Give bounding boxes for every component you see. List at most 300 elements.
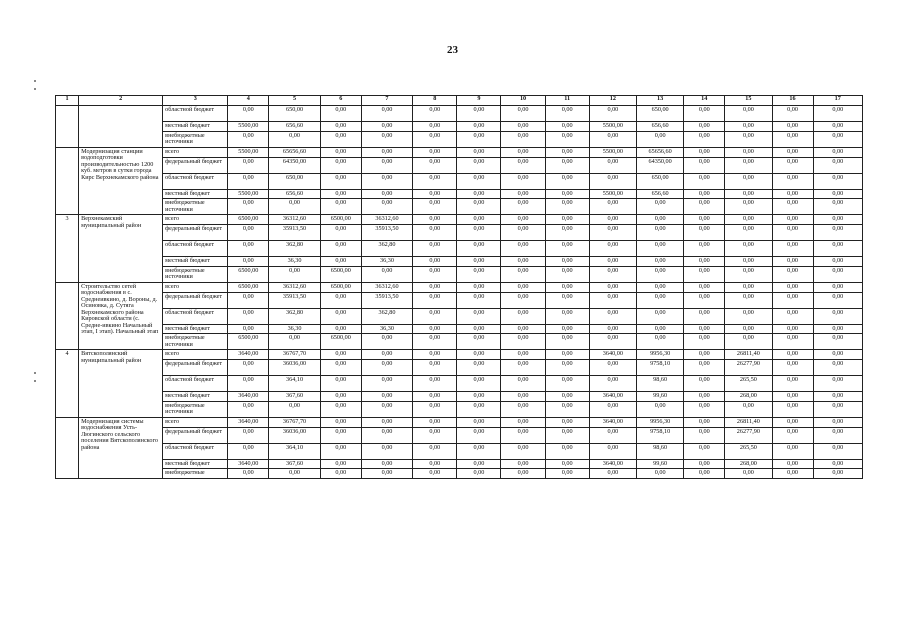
funding-source: местный бюджет	[163, 257, 228, 267]
value-cell: 0,00	[501, 189, 545, 199]
funding-source: областной бюджет	[163, 376, 228, 392]
value-cell: 0,00	[545, 266, 589, 282]
funding-source: федеральный бюджет	[163, 292, 228, 308]
header-cell: 13	[637, 96, 684, 106]
value-cell: 0,00	[228, 376, 269, 392]
value-cell: 36767,70	[269, 417, 320, 427]
value-cell: 0,00	[457, 157, 501, 173]
value-cell: 0,00	[457, 427, 501, 443]
funding-source: внебюджетные источники	[163, 401, 228, 417]
value-cell: 0,00	[320, 199, 361, 215]
value-cell: 0,00	[228, 427, 269, 443]
value-cell: 36312,60	[361, 282, 412, 292]
header-cell: 17	[813, 96, 863, 106]
row-index	[56, 417, 79, 478]
value-cell: 0,00	[725, 308, 772, 324]
value-cell: 0,00	[413, 106, 457, 122]
value-cell: 0,00	[684, 308, 725, 324]
value-cell: 35913,50	[361, 292, 412, 308]
value-cell: 0,00	[772, 308, 813, 324]
value-cell: 367,60	[269, 459, 320, 469]
value-cell: 0,00	[684, 147, 725, 157]
value-cell: 0,00	[320, 401, 361, 417]
value-cell: 0,00	[457, 266, 501, 282]
value-cell: 0,00	[637, 324, 684, 334]
value-cell: 0,00	[269, 131, 320, 147]
value-cell: 0,00	[589, 427, 636, 443]
value-cell: 0,00	[589, 376, 636, 392]
value-cell: 656,60	[637, 189, 684, 199]
value-cell: 0,00	[684, 401, 725, 417]
value-cell: 0,00	[589, 266, 636, 282]
value-cell: 0,00	[457, 241, 501, 257]
value-cell: 0,00	[501, 147, 545, 157]
value-cell: 0,00	[589, 282, 636, 292]
value-cell: 0,00	[684, 334, 725, 350]
value-cell: 0,00	[320, 106, 361, 122]
value-cell: 36,30	[361, 257, 412, 267]
value-cell: 0,00	[545, 392, 589, 402]
value-cell: 36036,00	[269, 427, 320, 443]
row-index: 3	[56, 215, 79, 283]
value-cell: 0,00	[772, 292, 813, 308]
value-cell: 0,00	[684, 215, 725, 225]
value-cell: 0,00	[413, 443, 457, 459]
value-cell: 0,00	[361, 122, 412, 132]
value-cell: 5500,00	[589, 189, 636, 199]
value-cell: 0,00	[413, 131, 457, 147]
table-row	[56, 241, 863, 257]
value-cell: 0,00	[413, 157, 457, 173]
value-cell: 0,00	[501, 157, 545, 173]
value-cell: 0,00	[813, 324, 863, 334]
value-cell: 656,60	[269, 189, 320, 199]
funding-source: федеральный бюджет	[163, 157, 228, 173]
value-cell: 36312,60	[269, 282, 320, 292]
value-cell: 0,00	[545, 324, 589, 334]
value-cell: 0,00	[501, 241, 545, 257]
value-cell: 0,00	[684, 392, 725, 402]
value-cell: 35913,50	[269, 225, 320, 241]
header-cell: 15	[725, 96, 772, 106]
funding-source: областной бюджет	[163, 173, 228, 189]
table-row	[56, 257, 863, 267]
value-cell: 0,00	[413, 147, 457, 157]
value-cell: 0,00	[725, 215, 772, 225]
value-cell: 0,00	[320, 122, 361, 132]
value-cell: 6500,00	[228, 266, 269, 282]
value-cell: 64350,00	[637, 157, 684, 173]
row-index	[56, 106, 79, 148]
value-cell: 0,00	[684, 324, 725, 334]
object-name: Строительство сетей водоснабжения в с. Среднеивкино, д. Вороны, д. Осиновка, д. Сутяга Верхнекамского района Кировской области (с. Средне-ивкино Начальный этап, I этап). Начальный этап	[79, 282, 163, 350]
value-cell: 0,00	[413, 334, 457, 350]
funding-source: внебюджетные источники	[163, 131, 228, 147]
table-row	[56, 392, 863, 402]
header-cell: 5	[269, 96, 320, 106]
value-cell: 0,00	[725, 324, 772, 334]
value-cell: 650,00	[637, 106, 684, 122]
value-cell: 5500,00	[228, 189, 269, 199]
budget-table	[55, 95, 863, 479]
value-cell: 0,00	[813, 443, 863, 459]
value-cell: 0,00	[637, 334, 684, 350]
value-cell: 0,00	[813, 292, 863, 308]
header-cell: 1	[56, 96, 79, 106]
table-row	[56, 157, 863, 173]
funding-source: всего	[163, 215, 228, 225]
value-cell: 0,00	[725, 334, 772, 350]
funding-source: федеральный бюджет	[163, 225, 228, 241]
value-cell: 0,00	[228, 401, 269, 417]
value-cell: 0,00	[684, 360, 725, 376]
value-cell: 0,00	[320, 392, 361, 402]
table-row	[56, 459, 863, 469]
value-cell: 3640,00	[228, 350, 269, 360]
value-cell: 0,00	[320, 173, 361, 189]
value-cell: 0,00	[772, 334, 813, 350]
value-cell: 0,00	[320, 469, 361, 479]
value-cell: 0,00	[413, 241, 457, 257]
header-cell: 4	[228, 96, 269, 106]
value-cell: 0,00	[361, 350, 412, 360]
value-cell: 0,00	[361, 417, 412, 427]
value-cell: 0,00	[501, 282, 545, 292]
value-cell: 0,00	[813, 106, 863, 122]
value-cell: 0,00	[813, 147, 863, 157]
header-cell: 12	[589, 96, 636, 106]
value-cell: 0,00	[320, 443, 361, 459]
value-cell: 0,00	[361, 334, 412, 350]
value-cell: 0,00	[545, 401, 589, 417]
value-cell: 0,00	[772, 350, 813, 360]
object-name: Модернизация станции водоподготовки производительностью 1200 куб. метров в сутки города Кирс Верхнекамского района	[79, 147, 163, 215]
value-cell: 0,00	[457, 173, 501, 189]
value-cell: 0,00	[725, 122, 772, 132]
value-cell: 0,00	[772, 266, 813, 282]
object-name: Вятскополянский муниципальный район	[79, 350, 163, 418]
value-cell: 0,00	[589, 334, 636, 350]
value-cell: 0,00	[725, 199, 772, 215]
funding-source: всего	[163, 147, 228, 157]
value-cell: 0,00	[269, 469, 320, 479]
value-cell: 0,00	[684, 173, 725, 189]
value-cell: 0,00	[501, 308, 545, 324]
value-cell: 0,00	[813, 401, 863, 417]
value-cell: 0,00	[772, 147, 813, 157]
value-cell: 0,00	[320, 257, 361, 267]
value-cell: 0,00	[361, 392, 412, 402]
value-cell: 0,00	[813, 122, 863, 132]
value-cell: 0,00	[501, 392, 545, 402]
value-cell: 0,00	[589, 225, 636, 241]
value-cell: 0,00	[320, 417, 361, 427]
value-cell: 0,00	[545, 173, 589, 189]
value-cell: 0,00	[684, 199, 725, 215]
value-cell: 0,00	[637, 241, 684, 257]
table-row	[56, 215, 863, 225]
header-cell: 7	[361, 96, 412, 106]
value-cell: 0,00	[545, 427, 589, 443]
value-cell: 0,00	[545, 459, 589, 469]
table-row	[56, 292, 863, 308]
value-cell: 0,00	[228, 241, 269, 257]
value-cell: 0,00	[813, 266, 863, 282]
page-number: 23	[447, 44, 458, 56]
value-cell: 0,00	[228, 292, 269, 308]
funding-source: областной бюджет	[163, 241, 228, 257]
funding-source: внебюджетные источники	[163, 266, 228, 282]
value-cell: 0,00	[772, 282, 813, 292]
value-cell: 0,00	[361, 376, 412, 392]
object-name: Модернизация системы водоснабжения Усть-Люгинского сельского поселения Вятскополянского района	[79, 417, 163, 478]
value-cell: 0,00	[684, 443, 725, 459]
value-cell: 0,00	[684, 350, 725, 360]
value-cell: 0,00	[725, 401, 772, 417]
table-row	[56, 199, 863, 215]
value-cell: 0,00	[320, 131, 361, 147]
value-cell: 35913,50	[361, 225, 412, 241]
value-cell: 0,00	[772, 122, 813, 132]
value-cell: 0,00	[501, 469, 545, 479]
value-cell: 0,00	[361, 427, 412, 443]
value-cell: 0,00	[684, 427, 725, 443]
value-cell: 0,00	[637, 308, 684, 324]
value-cell: 36,30	[269, 324, 320, 334]
value-cell: 0,00	[684, 282, 725, 292]
header-cell: 14	[684, 96, 725, 106]
value-cell: 9956,30	[637, 350, 684, 360]
value-cell: 0,00	[501, 106, 545, 122]
value-cell: 0,00	[457, 376, 501, 392]
value-cell: 362,80	[269, 308, 320, 324]
value-cell: 0,00	[361, 157, 412, 173]
value-cell: 0,00	[637, 257, 684, 267]
value-cell: 0,00	[772, 401, 813, 417]
value-cell: 0,00	[361, 199, 412, 215]
funding-source: всего	[163, 282, 228, 292]
value-cell: 36036,00	[269, 360, 320, 376]
value-cell: 0,00	[501, 199, 545, 215]
funding-source: местный бюджет	[163, 459, 228, 469]
value-cell: 99,60	[637, 459, 684, 469]
value-cell: 0,00	[772, 241, 813, 257]
value-cell: 3640,00	[589, 459, 636, 469]
value-cell: 0,00	[813, 225, 863, 241]
value-cell: 656,60	[269, 122, 320, 132]
value-cell: 35913,50	[269, 292, 320, 308]
value-cell: 0,00	[228, 106, 269, 122]
value-cell: 0,00	[413, 215, 457, 225]
value-cell: 0,00	[457, 350, 501, 360]
value-cell: 0,00	[545, 122, 589, 132]
value-cell: 0,00	[457, 324, 501, 334]
value-cell: 0,00	[501, 131, 545, 147]
value-cell: 6500,00	[320, 282, 361, 292]
value-cell: 0,00	[413, 266, 457, 282]
value-cell: 362,80	[361, 308, 412, 324]
table-row	[56, 225, 863, 241]
value-cell: 364,10	[269, 376, 320, 392]
value-cell: 0,00	[413, 376, 457, 392]
value-cell: 0,00	[772, 360, 813, 376]
value-cell: 0,00	[772, 157, 813, 173]
value-cell: 0,00	[684, 292, 725, 308]
value-cell: 0,00	[269, 266, 320, 282]
value-cell: 0,00	[813, 199, 863, 215]
value-cell: 0,00	[413, 469, 457, 479]
value-cell: 0,00	[501, 443, 545, 459]
value-cell: 0,00	[228, 157, 269, 173]
header-cell: 11	[545, 96, 589, 106]
value-cell: 0,00	[501, 401, 545, 417]
value-cell: 26811,40	[725, 350, 772, 360]
value-cell: 0,00	[589, 199, 636, 215]
value-cell: 0,00	[684, 469, 725, 479]
value-cell: 36312,60	[269, 215, 320, 225]
value-cell: 0,00	[813, 308, 863, 324]
value-cell: 0,00	[589, 308, 636, 324]
value-cell: 0,00	[637, 199, 684, 215]
table-row	[56, 334, 863, 350]
value-cell: 362,80	[361, 241, 412, 257]
value-cell: 0,00	[589, 443, 636, 459]
value-cell: 3640,00	[228, 459, 269, 469]
value-cell: 6500,00	[320, 215, 361, 225]
value-cell: 65656,60	[637, 147, 684, 157]
value-cell: 0,00	[457, 292, 501, 308]
value-cell: 0,00	[813, 376, 863, 392]
value-cell: 0,00	[457, 282, 501, 292]
value-cell: 0,00	[501, 427, 545, 443]
value-cell: 0,00	[457, 106, 501, 122]
value-cell: 0,00	[228, 173, 269, 189]
table-row	[56, 401, 863, 417]
value-cell: 0,00	[545, 215, 589, 225]
value-cell: 0,00	[501, 350, 545, 360]
value-cell: 0,00	[320, 189, 361, 199]
value-cell: 0,00	[501, 173, 545, 189]
value-cell: 0,00	[457, 443, 501, 459]
value-cell: 0,00	[772, 257, 813, 267]
value-cell: 0,00	[269, 199, 320, 215]
table-row	[56, 417, 863, 427]
value-cell: 0,00	[413, 417, 457, 427]
value-cell: 0,00	[228, 443, 269, 459]
value-cell: 0,00	[457, 401, 501, 417]
margin-mark	[34, 372, 36, 374]
value-cell: 0,00	[772, 106, 813, 122]
value-cell: 0,00	[320, 225, 361, 241]
value-cell: 0,00	[813, 241, 863, 257]
value-cell: 265,50	[725, 443, 772, 459]
value-cell: 0,00	[684, 122, 725, 132]
value-cell: 0,00	[684, 157, 725, 173]
value-cell: 0,00	[589, 469, 636, 479]
value-cell: 0,00	[545, 469, 589, 479]
funding-source: внебюджетные источники	[163, 199, 228, 215]
value-cell: 0,00	[725, 469, 772, 479]
value-cell: 0,00	[813, 173, 863, 189]
funding-source: местный бюджет	[163, 122, 228, 132]
value-cell: 0,00	[320, 324, 361, 334]
value-cell: 0,00	[413, 292, 457, 308]
value-cell: 0,00	[772, 427, 813, 443]
value-cell: 0,00	[228, 225, 269, 241]
value-cell: 6500,00	[228, 215, 269, 225]
value-cell: 0,00	[545, 334, 589, 350]
value-cell: 3640,00	[589, 417, 636, 427]
value-cell: 0,00	[545, 199, 589, 215]
value-cell: 0,00	[228, 324, 269, 334]
header-cell: 2	[79, 96, 163, 106]
value-cell: 0,00	[320, 350, 361, 360]
value-cell: 0,00	[637, 469, 684, 479]
value-cell: 367,60	[269, 392, 320, 402]
value-cell: 0,00	[413, 401, 457, 417]
value-cell: 0,00	[501, 292, 545, 308]
value-cell: 0,00	[813, 215, 863, 225]
value-cell: 0,00	[501, 225, 545, 241]
row-index: 4	[56, 350, 79, 418]
value-cell: 0,00	[361, 266, 412, 282]
row-index	[56, 147, 79, 215]
value-cell: 0,00	[457, 189, 501, 199]
value-cell: 0,00	[589, 241, 636, 257]
value-cell: 26277,90	[725, 360, 772, 376]
value-cell: 0,00	[457, 122, 501, 132]
value-cell: 0,00	[684, 417, 725, 427]
header-cell: 3	[163, 96, 228, 106]
value-cell: 0,00	[725, 106, 772, 122]
margin-mark	[34, 80, 36, 82]
value-cell: 0,00	[684, 131, 725, 147]
value-cell: 268,00	[725, 459, 772, 469]
value-cell: 0,00	[457, 392, 501, 402]
table-row	[56, 147, 863, 157]
value-cell: 0,00	[637, 401, 684, 417]
value-cell: 0,00	[684, 189, 725, 199]
value-cell: 0,00	[813, 334, 863, 350]
value-cell: 6500,00	[320, 266, 361, 282]
value-cell: 0,00	[228, 131, 269, 147]
value-cell: 0,00	[457, 417, 501, 427]
value-cell: 5500,00	[589, 122, 636, 132]
value-cell: 0,00	[813, 157, 863, 173]
value-cell: 0,00	[545, 443, 589, 459]
funding-source: всего	[163, 417, 228, 427]
value-cell: 0,00	[545, 241, 589, 257]
value-cell: 0,00	[725, 157, 772, 173]
value-cell: 0,00	[684, 459, 725, 469]
value-cell: 0,00	[501, 334, 545, 350]
value-cell: 0,00	[545, 417, 589, 427]
value-cell: 0,00	[457, 131, 501, 147]
value-cell: 9758,10	[637, 360, 684, 376]
table-row	[56, 189, 863, 199]
value-cell: 0,00	[545, 131, 589, 147]
value-cell: 0,00	[725, 266, 772, 282]
table-row	[56, 106, 863, 122]
value-cell: 0,00	[684, 257, 725, 267]
value-cell: 0,00	[772, 215, 813, 225]
funding-source: внебюджетные источники	[163, 334, 228, 350]
value-cell: 0,00	[320, 147, 361, 157]
value-cell: 0,00	[772, 469, 813, 479]
table-row	[56, 122, 863, 132]
header-row	[56, 96, 863, 106]
header-cell: 8	[413, 96, 457, 106]
